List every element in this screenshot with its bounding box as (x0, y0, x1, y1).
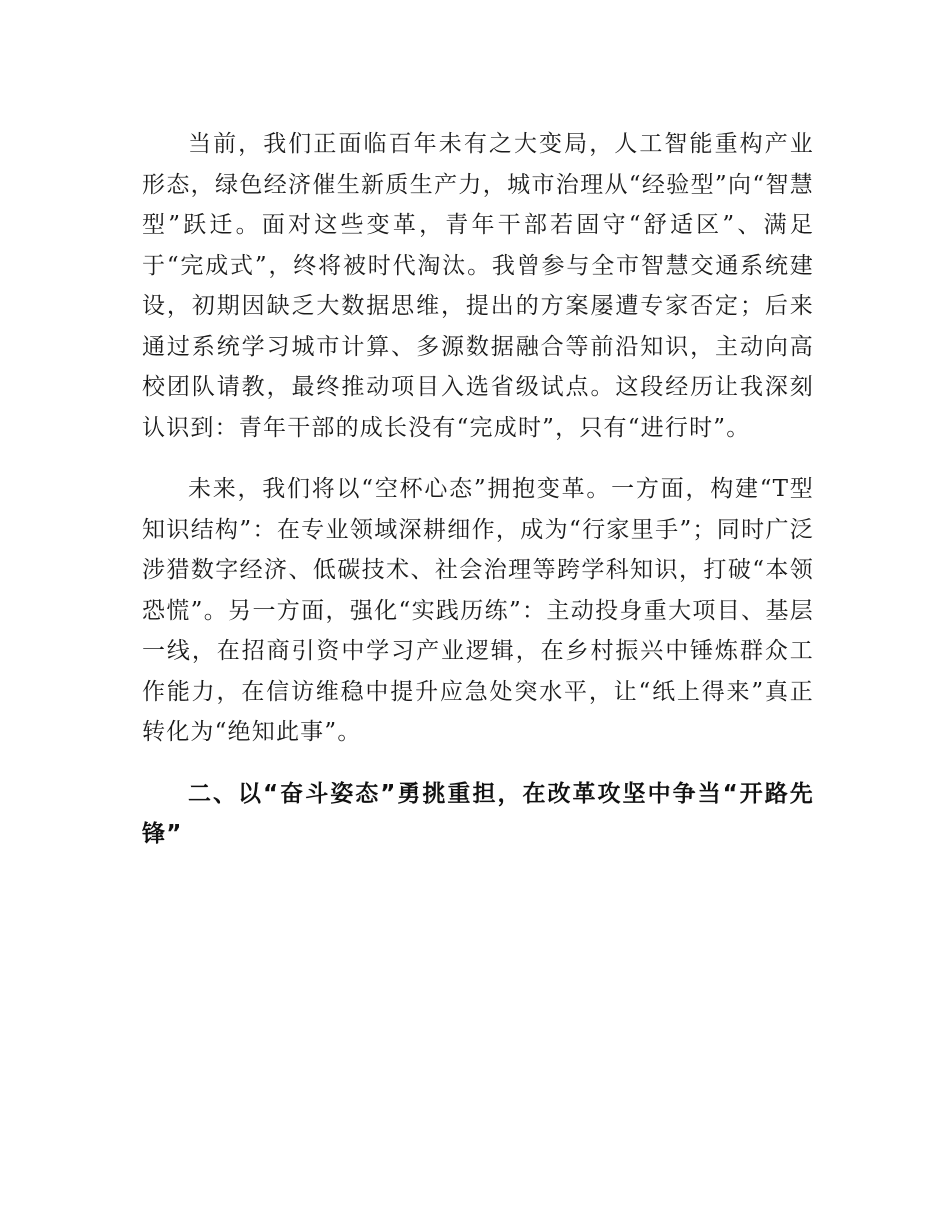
paragraph-current-situation: 当前，我们正面临百年未有之大变局，人工智能重构产业形态，绿色经济催生新质生产力，城市治理从“经验型”向“智慧型”跃迁。面对这些变革，青年干部若固守“舒适区”、满足于“完成式”，终将被时代淘汰。我曾参与全市智慧交通系统建设，初期因缺乏大数据思维，提出的方案屡遭专家否定；后来通过系统学习城市计算、多源数据融合等前沿知识，主动向高校团队请教，最终推动项目入选省级试点。这段经历让我深刻认识到：青年干部的成长没有“完成时”，只有“进行时”。 (142, 131, 814, 441)
section-heading: 二、以“奋斗姿态”勇挑重担，在改革攻坚中争当“开路先锋” (142, 780, 814, 847)
paragraph-future-plan: 未来，我们将以“空杯心态”拥抱变革。一方面，构建“T型知识结构”：在专业领域深耕细作，成为“行家里手”；同时广泛涉猎数字经济、低碳技术、社会治理等跨学科知识，打破“本领恐慌”。另一方面，强化“实践历练”：主动投身重大项目、基层一线，在招商引资中学习产业逻辑，在乡村振兴中锤炼群众工作能力，在信访维稳中提升应急处突水平，让“纸上得来”真正转化为“绝知此事”。 (142, 476, 814, 745)
document-body (142, 124, 814, 855)
